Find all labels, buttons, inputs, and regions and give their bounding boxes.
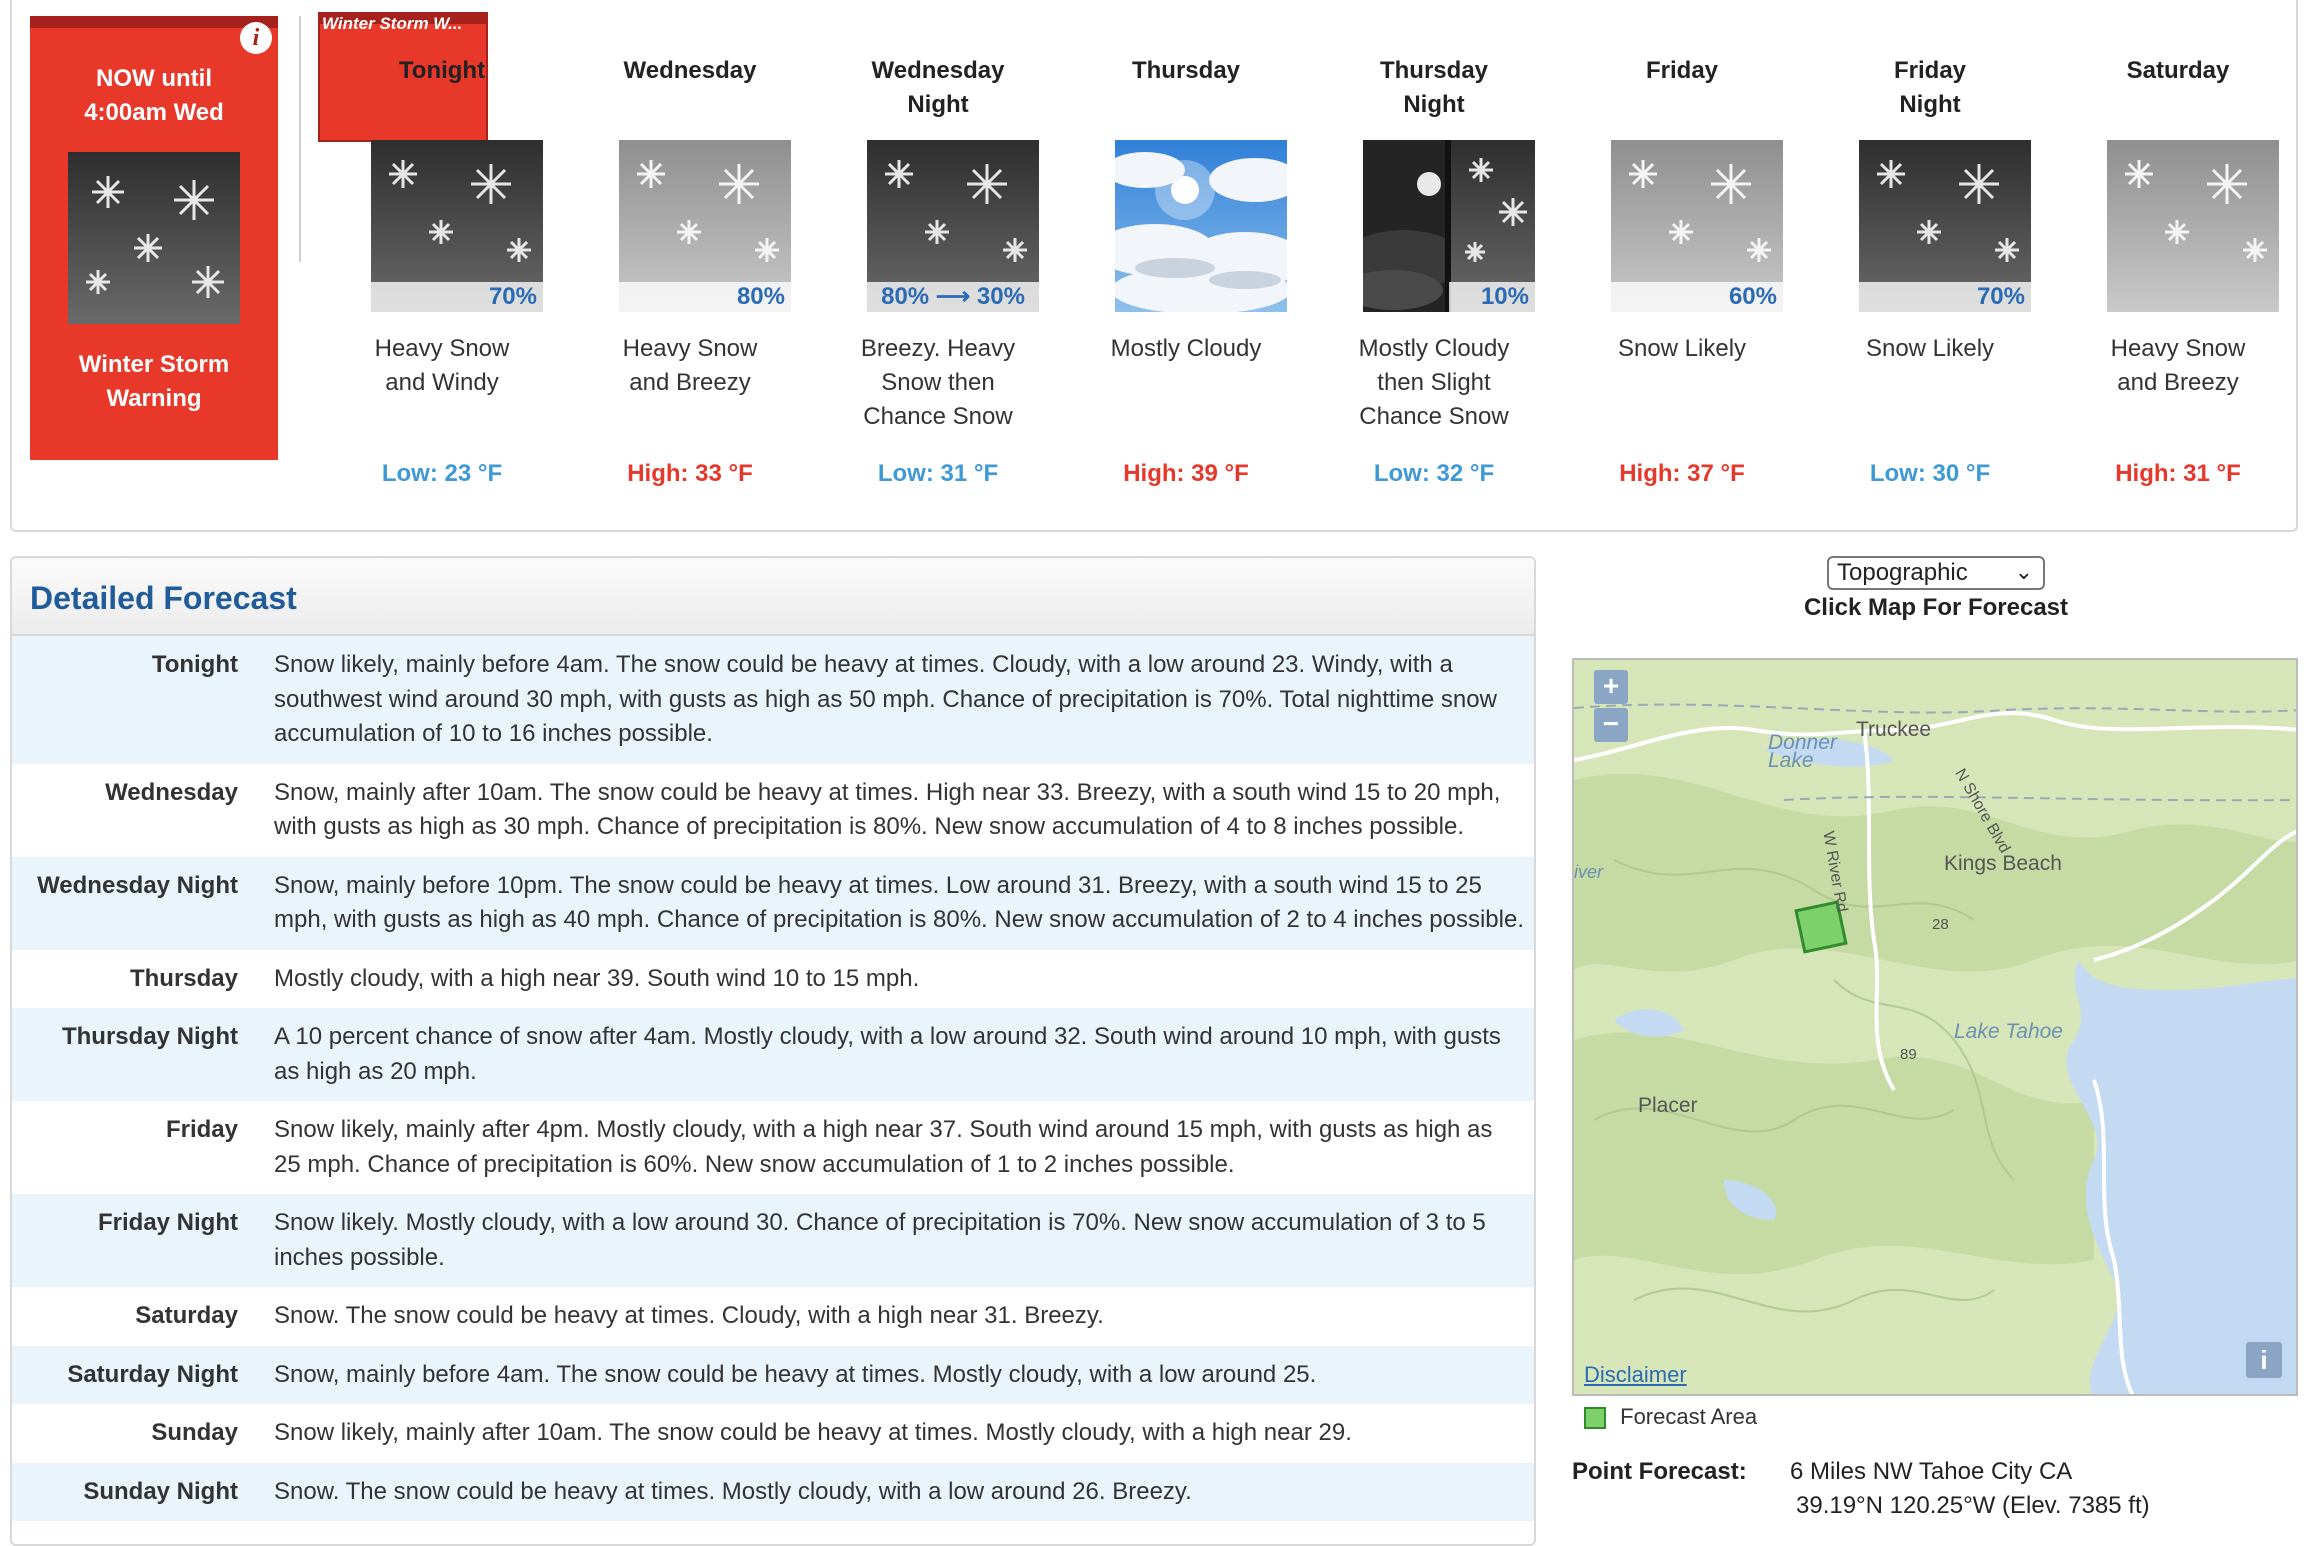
forecast-row — [12, 1404, 1534, 1463]
period-wednesday-night[interactable] — [814, 0, 1062, 500]
forecast-row — [12, 857, 1534, 950]
map-caption: Click Map For Forecast — [1803, 594, 2069, 621]
period-thursday-night[interactable] — [1310, 0, 1558, 500]
period-name: Thursday — [1131, 57, 1241, 84]
precip-chance: 80% — [619, 282, 791, 312]
hazard-label[interactable]: Winter Storm W... — [322, 14, 463, 33]
period-temperature: Low: 32 °F — [1373, 460, 1495, 487]
forecast-row — [12, 950, 1534, 1009]
period-temperature: Low: 30 °F — [1869, 460, 1991, 487]
row-label: Saturday Night — [67, 1360, 238, 1388]
period-name: Tonight — [398, 57, 486, 84]
row-text: Snow. The snow could be heavy at times. Mostly cloudy, with a low around 26. Breezy. — [274, 1477, 1192, 1505]
row-text: Snow, mainly before 10pm. The snow could be heavy at times. Low around 31. Breezy, with a south wind 15 to 25 mph, with gusts as high as 40 mph. Chance of precipitation is 80%. New snow accumulation of 2 to 4 inches possible. — [274, 871, 1525, 933]
detailed-forecast-rows — [12, 636, 1534, 1521]
period-image-snow-dark — [1859, 140, 2031, 312]
period-name: Wednesday — [623, 57, 757, 84]
period-temperature: Low: 23 °F — [381, 460, 503, 487]
period-name: Thursday Night — [1379, 57, 1489, 118]
row-label: Sunday — [151, 1419, 238, 1446]
row-text: A 10 percent chance of snow after 4am. Mostly cloudy, with a low around 32. South wind around 10 mph, with gusts as high as 20 mph. — [274, 1023, 1501, 1085]
map-label-truckee: Truckee — [1856, 718, 1932, 741]
row-text: Snow likely. Mostly cloudy, with a low around 30. Chance of precipitation is 70%. New snow accumulation of 3 to 5 inches possible. — [274, 1209, 1486, 1271]
map-label-kings-beach: Kings Beach — [1944, 852, 2062, 875]
precip-chance: 60% — [1611, 282, 1783, 312]
panel-header — [12, 558, 1534, 636]
period-name: Wednesday Night — [871, 57, 1005, 118]
precip-chance: 70% — [371, 282, 543, 312]
row-label: Tonight — [151, 651, 238, 678]
row-text: Snow, mainly after 10am. The snow could be heavy at times. High near 33. Breezy, with a south wind 15 to 20 mph, with gusts as high as 30 mph. Chance of precipitation is 80%. New snow accumulation of 4 to 8 inches possible. — [274, 778, 1501, 840]
row-label: Wednesday — [105, 778, 238, 806]
row-text: Snow likely, mainly after 4pm. Mostly cloudy, with a high near 37. South wind around 15 mph, with gusts as high as 25 mph. Chance of precipitation is 60%. New snow accumulation of 1 to 2 inches possible. — [274, 1116, 1493, 1178]
point-forecast-label: Point Forecast: — [1572, 1458, 1747, 1485]
period-short-forecast: Heavy Snow and Windy — [374, 335, 510, 396]
detailed-forecast-panel — [10, 556, 1536, 1546]
map-label-placer: Placer — [1638, 1094, 1698, 1117]
row-text: Snow, mainly before 4am. The snow could be heavy at times. Mostly cloudy, with a low around 25. — [274, 1360, 1317, 1388]
disclaimer-link[interactable]: Disclaimer — [1584, 1362, 1687, 1387]
map-label-lake-tahoe: Lake Tahoe — [1954, 1020, 2063, 1043]
period-temperature: High: 31 °F — [2115, 460, 2241, 487]
forecast-row — [12, 1287, 1534, 1346]
forecast-row — [12, 1463, 1534, 1522]
current-hazard-card[interactable] — [30, 16, 278, 460]
map-label-n-shore-blvd: N Shore Blvd — [1951, 766, 2014, 857]
map-label-donner-lake: Donner Lake — [1768, 731, 1837, 772]
chevron-down-icon: ⌄ — [2014, 559, 2033, 584]
period-short-forecast: Snow Likely — [1617, 335, 1747, 362]
forecast-area-swatch — [1584, 1407, 1606, 1429]
row-label: Friday Night — [97, 1209, 238, 1236]
row-text: Snow likely, mainly before 4am. The snow could be heavy at times. Cloudy, with a low around 23. Windy, with a southwest wind around 30 mph, with gusts as high as 50 mph. Chance of precipitation is 70%. Total nighttime snow accumulation of 10 to 16 inches possible. — [274, 651, 1497, 747]
map-label-route-28: 28 — [1932, 916, 1949, 933]
map-label-river: iver — [1574, 862, 1604, 882]
legend-label: Forecast Area — [1620, 1404, 1758, 1429]
map-info-button[interactable]: i — [2246, 1342, 2282, 1378]
row-label: Saturday — [135, 1302, 238, 1329]
period-friday-night[interactable] — [1806, 0, 2054, 500]
forecast-row — [12, 1101, 1534, 1194]
period-short-forecast: Snow Likely — [1865, 335, 1995, 362]
period-image-night-cloudy-snow — [1363, 140, 1535, 312]
point-forecast-location: 6 Miles NW Tahoe City CA — [1790, 1458, 2073, 1485]
forecast-map[interactable] — [1572, 658, 2298, 1396]
precip-chance: 80% ⟶ 30% — [867, 282, 1039, 312]
period-image-snow-light — [1611, 140, 1783, 312]
point-forecast-coordinates: 39.19°N 120.25°W (Elev. 7385 ft) — [1796, 1492, 2150, 1519]
row-text: Mostly cloudy, with a high near 39. South wind 10 to 15 mph. — [274, 964, 920, 992]
forecast-row — [12, 1346, 1534, 1405]
precip-chance: 10% — [1449, 282, 1535, 312]
row-label: Thursday Night — [61, 1023, 238, 1050]
period-friday[interactable] — [1558, 0, 1806, 500]
now-snow-image — [68, 152, 240, 324]
period-temperature: High: 33 °F — [627, 460, 753, 487]
period-temperature: Low: 31 °F — [877, 460, 999, 487]
period-temperature: High: 39 °F — [1123, 460, 1249, 487]
map-type-value: Topographic — [1837, 559, 1968, 586]
now-until-label: NOW until 4:00am Wed — [84, 65, 224, 126]
forecast-row — [12, 1194, 1534, 1287]
period-image-snow-light — [2107, 140, 2279, 312]
winter-storm-warning-label[interactable]: Winter Storm Warning — [78, 351, 230, 412]
map-label-route-89: 89 — [1900, 1046, 1917, 1063]
period-image-snow-light — [619, 140, 791, 312]
row-label: Friday — [165, 1116, 238, 1143]
period-wednesday[interactable] — [566, 0, 814, 500]
row-label: Wednesday Night — [37, 871, 238, 899]
map-label-w-river-rd: W River Rd — [1819, 830, 1851, 914]
forecast-row — [12, 636, 1534, 764]
map-legend — [1584, 1404, 1757, 1430]
period-image-snow-dark — [867, 140, 1039, 312]
forecast-row — [12, 1008, 1534, 1101]
period-short-forecast: Mostly Cloudy then Slight Chance Snow — [1358, 335, 1510, 430]
period-short-forecast: Mostly Cloudy — [1110, 335, 1262, 362]
zoom-out-button[interactable]: − — [1594, 708, 1628, 742]
period-image-snow-dark — [371, 140, 543, 312]
forecast-row — [12, 764, 1534, 857]
period-thursday[interactable] — [1062, 0, 1310, 500]
info-icon[interactable]: i — [240, 22, 272, 54]
period-saturday[interactable] — [2054, 0, 2302, 500]
period-name: Saturday — [2126, 57, 2230, 84]
row-text: Snow. The snow could be heavy at times. Cloudy, with a high near 31. Breezy. — [274, 1302, 1104, 1329]
zoom-in-button[interactable]: + — [1594, 670, 1628, 704]
map-type-select[interactable] — [1827, 556, 2045, 590]
period-short-forecast: Heavy Snow and Breezy — [622, 335, 758, 396]
row-label: Sunday Night — [83, 1477, 238, 1505]
period-name: Friday — [1645, 57, 1719, 84]
period-short-forecast: Heavy Snow and Breezy — [2110, 335, 2246, 396]
map-terrain — [1574, 660, 2298, 1396]
row-label: Thursday — [129, 964, 238, 992]
precip-chance: 70% — [1859, 282, 2031, 312]
period-name: Friday Night — [1893, 57, 1967, 118]
period-tonight[interactable] — [318, 0, 566, 500]
period-temperature: High: 37 °F — [1619, 460, 1745, 487]
now-divider — [299, 16, 301, 262]
period-image-mostly-cloudy — [1115, 140, 1287, 312]
row-text: Snow likely, mainly after 10am. The snow could be heavy at times. Mostly cloudy, with a high near 29. — [274, 1419, 1352, 1446]
panel-title: Detailed Forecast — [30, 580, 297, 616]
period-short-forecast: Breezy. Heavy Snow then Chance Snow — [860, 335, 1016, 430]
